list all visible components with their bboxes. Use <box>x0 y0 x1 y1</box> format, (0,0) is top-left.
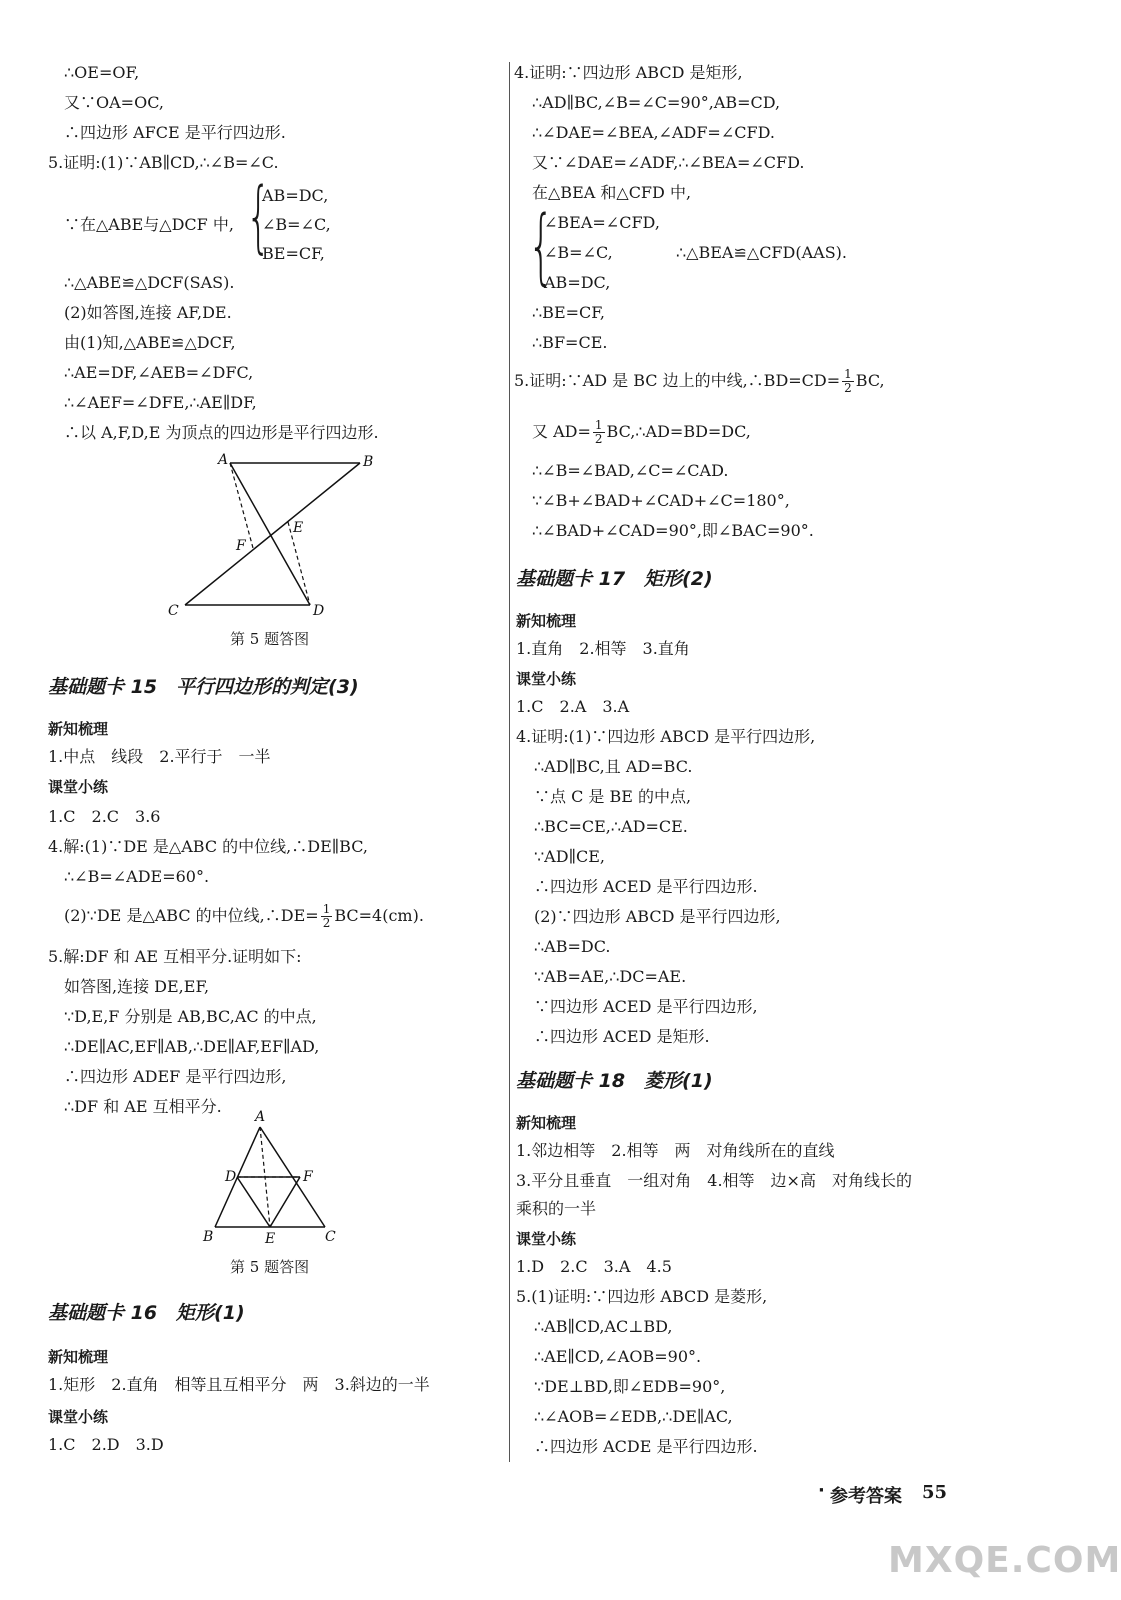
fig2-label: B <box>203 1229 214 1245</box>
footer-dot: · <box>818 1480 825 1501</box>
fraction <box>842 368 854 395</box>
question-5-intro: 5.证明:(1)∵AB∥CD,∴∠B=∠C. <box>48 153 279 172</box>
text-line: (2)如答图,连接 AF,DE. <box>64 303 232 322</box>
text-line: 4.解:(1)∵DE 是△ABC 的中位线,∴DE∥BC, <box>48 837 368 856</box>
text-line: ∵在△ABE与△DCF 中, <box>64 215 234 234</box>
text-line: ∴AD∥BC,且 AD=BC. <box>534 757 693 776</box>
section-subheading: 新知梳理 <box>516 612 577 630</box>
text-line: ∴DE∥AC,EF∥AB,∴DE∥AF,EF∥AD, <box>64 1037 320 1056</box>
text-line: ∴四边形 ACED 是矩形. <box>534 1027 710 1046</box>
section-subheading: 新知梳理 <box>48 720 109 738</box>
fig2-label: E <box>265 1231 276 1247</box>
brace-item: ∠B=∠C, <box>262 215 331 234</box>
section-title-15: 基础题卡 15 平行四边形的判定(3) <box>48 676 359 698</box>
text-line: ∵AB=AE,∴DC=AE. <box>534 967 687 986</box>
brace-conclusion: ∴△BEA≌△CFD(AAS). <box>676 243 847 262</box>
section-subheading: 课堂小练 <box>48 1408 109 1426</box>
fraction-numerator: 1 <box>844 367 852 381</box>
geometry-figure-2 <box>195 1105 345 1250</box>
fraction <box>321 903 333 930</box>
text-line: 1.直角 2.相等 3.直角 <box>516 639 690 658</box>
left-brace: { <box>528 199 555 294</box>
fig1-label: D <box>313 603 325 619</box>
section-subheading: 课堂小练 <box>516 670 577 688</box>
text-line: ∴BE=CF, <box>532 303 605 322</box>
text-line: 在△BEA 和△CFD 中, <box>532 183 692 202</box>
text-line: ∴四边形 ACED 是平行四边形. <box>534 877 758 896</box>
fraction-denominator: 2 <box>844 381 852 395</box>
text-line: ∵∠B+∠BAD+∠CAD+∠C=180°, <box>532 491 790 510</box>
text-line-with-fraction <box>514 368 885 395</box>
footer-label: 参考答案 <box>830 1486 902 1507</box>
brace-item: AB=DC, <box>544 273 611 292</box>
fraction-denominator: 2 <box>322 916 331 930</box>
text-fragment: BC, <box>855 371 885 390</box>
text-line: 如答图,连接 DE,EF, <box>64 977 210 996</box>
text-line: ∵点 C 是 BE 的中点, <box>534 787 692 806</box>
page-number: 55 <box>922 1482 948 1503</box>
text-line: (2)∵四边形 ABCD 是平行四边形, <box>534 907 781 926</box>
fig2-label: C <box>325 1229 336 1245</box>
fig1-label: C <box>168 603 179 619</box>
text-line: 1.C 2.A 3.A <box>516 697 630 716</box>
text-line: ∴AE∥CD,∠AOB=90°. <box>534 1347 702 1366</box>
text-line: 又∵∠DAE=∠ADF,∴∠BEA=∠CFD. <box>532 153 805 172</box>
brace-item: AB=DC, <box>262 186 329 205</box>
fig1-label: B <box>363 454 374 470</box>
text-line-with-fraction <box>64 903 424 930</box>
section-title-17: 基础题卡 17 矩形(2) <box>516 568 713 590</box>
text-line: 3.平分且垂直 一组对角 4.相等 边×高 对角线长的 <box>516 1171 912 1190</box>
figure-caption: 第 5 题答图 <box>230 630 310 648</box>
text-line: 1.D 2.C 3.A 4.5 <box>516 1257 672 1276</box>
text-line: ∴AD∥BC,∠B=∠C=90°,AB=CD, <box>532 93 781 112</box>
text-fragment: BC,∴AD=BD=DC, <box>606 422 751 441</box>
text-line: ∴∠BAD+∠CAD=90°,即∠BAC=90°. <box>532 521 814 540</box>
brace-item: ∠B=∠C, <box>544 243 613 262</box>
text-line: ∴BC=CE,∴AD=CE. <box>534 817 688 836</box>
section-subheading: 新知梳理 <box>48 1348 109 1366</box>
geometry-figure-1 <box>160 450 380 625</box>
left-brace: { <box>246 172 271 262</box>
text-line: ∵四边形 ACED 是平行四边形, <box>534 997 758 1016</box>
text-line: ∴∠B=∠BAD,∠C=∠CAD. <box>532 461 729 480</box>
text-fragment: (2)∵DE 是△ABC 的中位线,∴DE= <box>64 906 319 925</box>
text-fragment: BC=4(cm). <box>334 906 424 925</box>
text-fragment: 5.证明:∵AD 是 BC 边上的中线,∴BD=CD= <box>514 371 841 390</box>
text-line-with-fraction <box>532 419 751 446</box>
text-line: 又∵OA=OC, <box>64 93 164 112</box>
figure-caption: 第 5 题答图 <box>230 1258 310 1276</box>
text-line: ∴OE=OF, <box>64 63 140 82</box>
fraction <box>593 419 605 446</box>
text-line: ∴AB=DC. <box>534 937 611 956</box>
text-line: 4.证明:∵四边形 ABCD 是矩形, <box>514 63 743 82</box>
fig2-label: A <box>255 1109 266 1125</box>
text-line: 1.矩形 2.直角 相等且互相平分 两 3.斜边的一半 <box>48 1375 430 1394</box>
text-line: ∴△ABE≌△DCF(SAS). <box>64 273 235 292</box>
text-line: ∴∠DAE=∠BEA,∠ADF=∠CFD. <box>532 123 775 142</box>
text-line: 由(1)知,△ABE≌△DCF, <box>64 333 236 352</box>
section-subheading: 课堂小练 <box>48 778 109 796</box>
fraction-numerator: 1 <box>594 418 603 432</box>
text-line: 1.邻边相等 2.相等 两 对角线所在的直线 <box>516 1141 835 1160</box>
brace-item: ∠BEA=∠CFD, <box>544 213 660 232</box>
fig2-label: D <box>225 1169 237 1185</box>
brace-item: BE=CF, <box>262 244 325 263</box>
text-line: 5.解:DF 和 AE 互相平分.证明如下: <box>48 947 302 966</box>
column-divider <box>509 62 510 1462</box>
text-line: ∴∠AEF=∠DFE,∴AE∥DF, <box>64 393 257 412</box>
text-line: ∴AE=DF,∠AEB=∠DFC, <box>64 363 254 382</box>
text-line: ∴四边形 AFCE 是平行四边形. <box>64 123 286 142</box>
text-line: 1.C 2.D 3.D <box>48 1435 164 1454</box>
fraction-denominator: 2 <box>594 432 603 446</box>
fig1-label: A <box>218 452 229 468</box>
text-line: 4.证明:(1)∵四边形 ABCD 是平行四边形, <box>516 727 816 746</box>
text-line: 1.中点 线段 2.平行于 一半 <box>48 747 271 766</box>
text-line: ∵D,E,F 分别是 AB,BC,AC 的中点, <box>64 1007 317 1026</box>
text-fragment: 又 AD= <box>532 422 591 441</box>
text-line: ∵DE⊥BD,即∠EDB=90°, <box>534 1377 726 1396</box>
text-line: ∴AB∥CD,AC⊥BD, <box>534 1317 673 1336</box>
text-line: 5.(1)证明:∵四边形 ABCD 是菱形, <box>516 1287 768 1306</box>
fraction-numerator: 1 <box>322 902 331 916</box>
text-line: ∴以 A,F,D,E 为顶点的四边形是平行四边形. <box>64 423 379 442</box>
text-line: ∴∠AOB=∠EDB,∴DE∥AC, <box>534 1407 733 1426</box>
text-line: ∴BF=CE. <box>532 333 608 352</box>
text-line: ∴∠B=∠ADE=60°. <box>64 867 210 886</box>
text-line: ∴四边形 ACDE 是平行四边形. <box>534 1437 758 1456</box>
text-line: ∵AD∥CE, <box>534 847 605 866</box>
watermark-logo: MXQE.COM <box>888 1540 1121 1581</box>
section-subheading: 新知梳理 <box>516 1114 577 1132</box>
section-title-18: 基础题卡 18 菱形(1) <box>516 1070 713 1092</box>
section-subheading: 课堂小练 <box>516 1230 577 1248</box>
fig1-label: E <box>293 520 304 536</box>
fig1-label: F <box>236 538 246 554</box>
section-title-16: 基础题卡 16 矩形(1) <box>48 1302 245 1324</box>
text-line: 1.C 2.C 3.6 <box>48 807 161 826</box>
text-line: 乘积的一半 <box>516 1199 597 1218</box>
text-line: ∴DF 和 AE 互相平分. <box>64 1097 222 1116</box>
fig2-label: F <box>303 1169 313 1185</box>
text-line: ∴四边形 ADEF 是平行四边形, <box>64 1067 287 1086</box>
